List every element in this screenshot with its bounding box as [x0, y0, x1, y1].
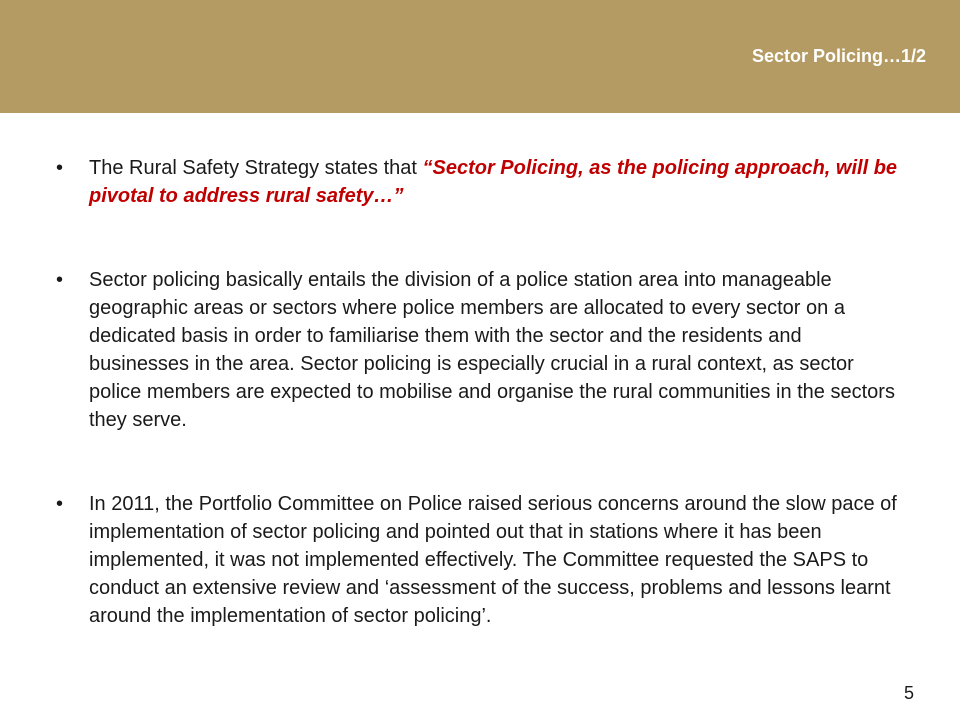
- bullet-text-prefix: The Rural Safety Strategy states that: [89, 157, 423, 179]
- bullet-marker: •: [56, 269, 64, 291]
- slide-title: Sector Policing…1/2: [751, 46, 926, 66]
- header-band: [0, 0, 960, 113]
- bullet-marker: •: [56, 493, 64, 515]
- bullet-quote: “Sector Policing, as the policing approach, will be pivotal to address rural safety…”: [89, 157, 898, 207]
- bullet-item-sector-definition: [56, 266, 901, 434]
- bullet-text: Sector policing basically entails the division of a police station area into manageable geographic areas or sectors where police members are allocated to every sector on a dedicated basis in order to familiarise them with the sector and the residents and businesses in the area. Sector policing is especially crucial in a rural context, as sector police members are expected to mobilise and organise the rural communities in the sectors they serve.: [89, 269, 895, 431]
- bullet-item-rural-strategy: [56, 154, 901, 210]
- bullet-list: [56, 154, 901, 630]
- bullet-item-committee-2011: [56, 490, 901, 630]
- bullet-text: In 2011, the Portfolio Committee on Police raised serious concerns around the slow pace of implementation of sector policing and pointed out that in stations where it has been implemented, it was not implemented effectively. The Committee requested the SAPS to conduct an extensive review and ‘assessment of the success, problems and lessons learnt around the implementation of sector policing’.: [89, 493, 897, 627]
- page-number: 5: [903, 683, 914, 703]
- bullet-marker: •: [56, 157, 64, 179]
